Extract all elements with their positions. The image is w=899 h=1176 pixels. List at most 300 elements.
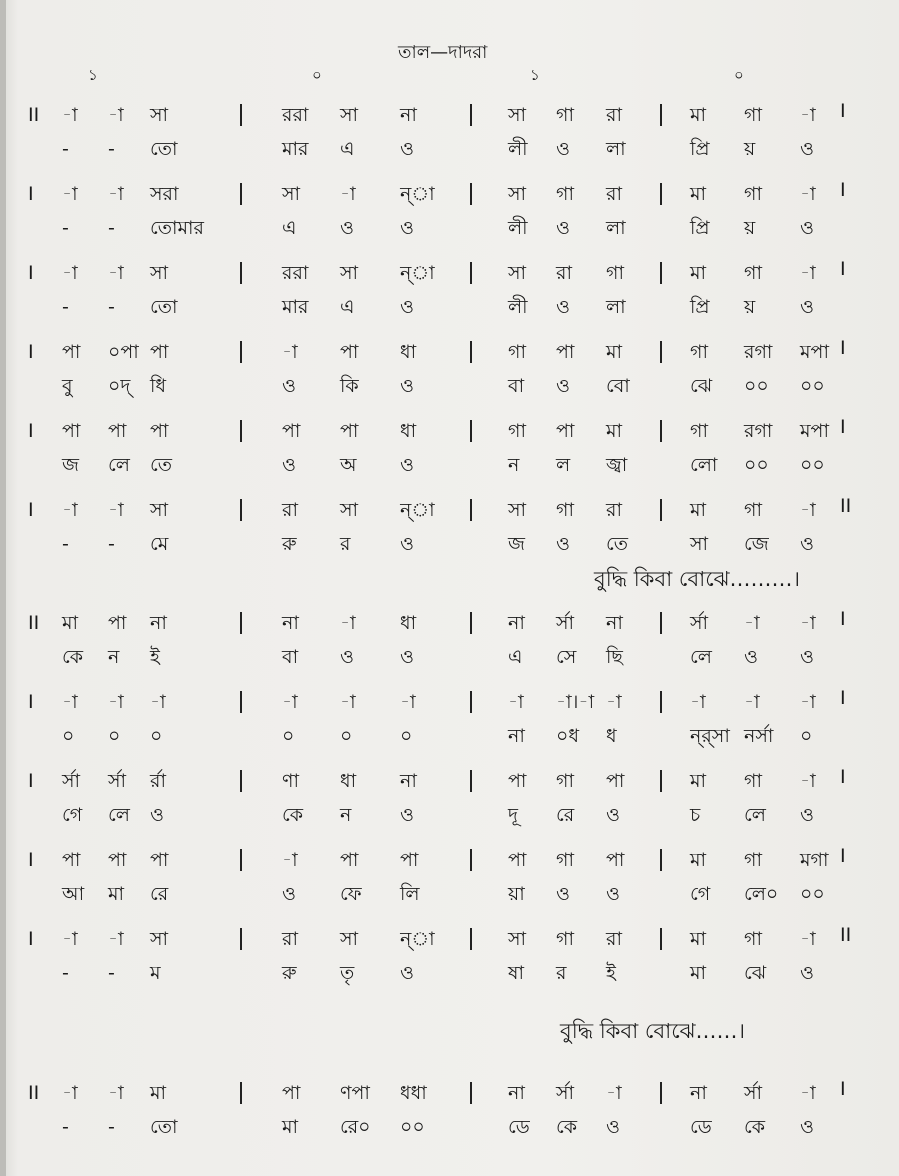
swara-note: পা — [150, 420, 169, 442]
swara-note: সা — [340, 499, 359, 521]
lyric-syllable: জ — [508, 533, 525, 555]
lyric-syllable: ০ — [400, 725, 413, 747]
swara-note: পা — [62, 420, 81, 442]
lyric-syllable: ফে — [340, 883, 362, 905]
swara-note: রা — [606, 928, 622, 950]
lyric-syllable: ও — [800, 138, 814, 160]
lyric-syllable: ও — [744, 646, 758, 668]
lyric-syllable: ঝে — [690, 375, 713, 397]
lyric-syllable: লা — [606, 138, 626, 160]
start-barline: I — [28, 770, 34, 792]
swara-note: -া — [800, 262, 816, 284]
swara-note: ররা — [282, 104, 309, 126]
lyric-syllable: - — [62, 296, 69, 318]
swara-note: র্সা — [108, 770, 127, 792]
swara-note: পা — [508, 770, 527, 792]
lyric-syllable: ও — [556, 375, 570, 397]
lyric-syllable: এ — [340, 138, 355, 160]
lyric-syllable: রে০ — [340, 1116, 371, 1138]
lyric-syllable: ও — [340, 217, 354, 239]
lyric-syllable: ও — [400, 375, 414, 397]
lyric-syllable: ও — [556, 883, 570, 905]
lyric-syllable: ও — [800, 962, 814, 984]
refrain-text: বুদ্ধি কিবা বোঝে……। — [560, 1019, 746, 1043]
beat-divider — [660, 1082, 662, 1104]
end-barline: I — [840, 337, 846, 359]
swara-note: -া — [800, 612, 816, 634]
lyric-syllable: - — [62, 217, 69, 239]
beat-divider — [660, 612, 662, 634]
swara-note: ণা — [282, 770, 299, 792]
lyric-syllable: তো — [150, 138, 178, 160]
page-edge-shadow — [0, 0, 6, 1176]
swara-note: গা — [556, 499, 574, 521]
swara-note: -া — [340, 612, 356, 634]
end-barline: I — [840, 1078, 846, 1100]
swara-note: মা — [690, 104, 707, 126]
lyric-syllable: ও — [800, 217, 814, 239]
lyric-syllable: - — [108, 533, 115, 555]
lyric-syllable: - — [62, 962, 69, 984]
swara-note: -া — [282, 691, 298, 713]
swara-note: পা — [62, 849, 81, 871]
lyric-syllable: ও — [800, 533, 814, 555]
swara-note: র্সা — [62, 770, 81, 792]
swara-note: মপা — [800, 420, 829, 442]
beat-divider — [240, 104, 242, 126]
lyric-syllable: ও — [400, 962, 414, 984]
swara-note: রা — [282, 499, 298, 521]
swara-note: সা — [508, 262, 527, 284]
lyric-syllable: ও — [400, 533, 414, 555]
beat-divider — [470, 104, 472, 126]
lyric-syllable: য়া — [508, 883, 525, 905]
start-barline: II — [28, 612, 40, 634]
swara-note: রা — [556, 262, 572, 284]
lyric-syllable: ই — [606, 962, 616, 984]
swara-note: সা — [150, 499, 169, 521]
end-barline: I — [840, 608, 846, 630]
lyric-syllable: লো — [690, 454, 718, 476]
swara-note: মা — [62, 612, 79, 634]
end-barline: II — [840, 495, 852, 517]
lyric-syllable: প্রি — [690, 217, 710, 239]
lyric-syllable: - — [108, 1116, 115, 1138]
beat-divider — [240, 849, 242, 871]
swara-note: গা — [556, 770, 574, 792]
swara-note: রা — [606, 499, 622, 521]
lyric-syllable: মা — [690, 962, 707, 984]
beat-marker-4: ০ — [734, 66, 744, 84]
swara-note: গা — [556, 183, 574, 205]
swara-note: ন্া — [400, 262, 435, 284]
lyric-syllable: র — [340, 533, 351, 555]
beat-divider — [240, 262, 242, 284]
swara-note: -া — [800, 691, 816, 713]
lyric-syllable: ধ — [606, 725, 617, 747]
swara-note: গা — [744, 770, 762, 792]
lyric-syllable: ও — [340, 646, 354, 668]
swara-note: র্সা — [556, 612, 575, 634]
beat-divider — [660, 420, 662, 442]
start-barline: I — [28, 849, 34, 871]
lyric-syllable: ও — [282, 375, 296, 397]
lyric-syllable: ০০ — [744, 375, 769, 397]
lyric-syllable: ০০ — [800, 375, 825, 397]
swara-note: ন্া — [400, 928, 435, 950]
end-barline: I — [840, 258, 846, 280]
swara-note: গা — [744, 262, 762, 284]
swara-note: সা — [340, 928, 359, 950]
swara-note: গা — [508, 341, 526, 363]
lyric-syllable: ও — [400, 804, 414, 826]
swara-note: ধা — [400, 341, 417, 363]
lyric-syllable: নর্সা — [744, 725, 774, 747]
lyric-syllable: তে — [150, 454, 172, 476]
swara-note: ন্া — [400, 499, 435, 521]
swara-note: পা — [340, 341, 359, 363]
lyric-syllable: ও — [800, 646, 814, 668]
swara-note: মা — [690, 262, 707, 284]
end-barline: II — [840, 924, 852, 946]
lyric-syllable: এ — [340, 296, 355, 318]
swara-note: মা — [150, 1082, 167, 1104]
swara-note: সা — [150, 104, 169, 126]
beat-divider — [240, 770, 242, 792]
lyric-syllable: তো — [150, 296, 178, 318]
swara-note: -া — [62, 104, 78, 126]
swara-note: মা — [690, 499, 707, 521]
lyric-syllable: প্রি — [690, 296, 710, 318]
lyric-syllable: বা — [508, 375, 525, 397]
lyric-syllable: লা — [606, 217, 626, 239]
lyric-syllable: বা — [282, 646, 299, 668]
swara-note: -া — [606, 691, 622, 713]
swara-note: সা — [508, 183, 527, 205]
lyric-syllable: ও — [400, 138, 414, 160]
swara-note: র্সা — [744, 1082, 763, 1104]
lyric-syllable: - — [108, 217, 115, 239]
lyric-syllable: - — [62, 533, 69, 555]
swara-note: মপা — [800, 341, 829, 363]
lyric-syllable: মার — [282, 296, 309, 318]
swara-note: গা — [744, 183, 762, 205]
swara-note: মা — [690, 928, 707, 950]
swara-note: ধধা — [400, 1082, 427, 1104]
swara-note: মগা — [800, 849, 829, 871]
lyric-syllable: জে — [744, 533, 769, 555]
lyric-syllable: রে — [556, 804, 575, 826]
beat-divider — [660, 262, 662, 284]
swara-note: ন্া — [400, 183, 435, 205]
lyric-syllable: ০ — [800, 725, 813, 747]
swara-note: রগা — [744, 420, 773, 442]
lyric-syllable: রে — [150, 883, 169, 905]
swara-note: পা — [150, 341, 169, 363]
lyric-syllable: তৃ — [340, 962, 355, 984]
swara-note: -া — [340, 691, 356, 713]
swara-note: -া — [108, 104, 124, 126]
swara-note: -া — [108, 1082, 124, 1104]
lyric-syllable: দূ — [508, 804, 518, 826]
swara-note: ধা — [340, 770, 357, 792]
lyric-syllable: গে — [62, 804, 83, 826]
beat-marker-3: ১ — [530, 66, 540, 84]
lyric-syllable: কি — [340, 375, 359, 397]
lyric-syllable: ০০ — [800, 454, 825, 476]
beat-divider — [240, 183, 242, 205]
beat-divider — [660, 183, 662, 205]
swara-note: পা — [340, 849, 359, 871]
beat-divider — [660, 691, 662, 713]
swara-note: মা — [606, 341, 623, 363]
swara-note: সা — [150, 262, 169, 284]
lyric-syllable: ও — [282, 454, 296, 476]
lyric-syllable: ডে — [690, 1116, 712, 1138]
tala-title: তাল—দাদরা — [398, 42, 488, 63]
swara-note: -া — [800, 104, 816, 126]
lyric-syllable: রু — [282, 533, 297, 555]
beat-divider — [470, 262, 472, 284]
lyric-syllable: লে — [108, 804, 130, 826]
lyric-syllable: ও — [282, 883, 296, 905]
lyric-syllable: সে — [556, 646, 577, 668]
lyric-syllable: ও — [400, 646, 414, 668]
swara-note: গা — [556, 104, 574, 126]
lyric-syllable: লী — [508, 138, 528, 160]
swara-note: পা — [400, 849, 419, 871]
lyric-syllable: প্রি — [690, 138, 710, 160]
lyric-syllable: লে — [744, 804, 766, 826]
lyric-syllable: ও — [606, 804, 620, 826]
lyric-syllable: জ — [62, 454, 79, 476]
swara-note: পা — [606, 849, 625, 871]
swara-note: পা — [556, 420, 575, 442]
lyric-syllable: - — [108, 138, 115, 160]
lyric-syllable: লী — [508, 217, 528, 239]
swara-note: গা — [556, 849, 574, 871]
swara-note: পা — [62, 341, 81, 363]
lyric-syllable: লে — [108, 454, 130, 476]
lyric-syllable: ই — [150, 646, 160, 668]
swara-note: গা — [690, 420, 708, 442]
lyric-syllable: কে — [282, 804, 304, 826]
swara-note: না — [690, 1082, 707, 1104]
swara-note: না — [508, 1082, 525, 1104]
swara-note: -া — [508, 691, 524, 713]
lyric-syllable: ছি — [606, 646, 623, 668]
lyric-syllable: ০ — [340, 725, 353, 747]
lyric-syllable: ০ — [62, 725, 75, 747]
beat-divider — [240, 691, 242, 713]
lyric-syllable: সা — [690, 533, 709, 555]
swara-note: -া — [744, 691, 760, 713]
lyric-syllable: ডে — [508, 1116, 530, 1138]
swara-note: পা — [108, 420, 127, 442]
swara-note: রা — [606, 183, 622, 205]
lyric-syllable: কে — [62, 646, 84, 668]
swara-note: পা — [108, 849, 127, 871]
beat-divider — [660, 499, 662, 521]
swara-note: গা — [606, 262, 624, 284]
beat-divider — [660, 341, 662, 363]
swara-note: পা — [556, 341, 575, 363]
lyric-syllable: ম — [150, 962, 161, 984]
lyric-syllable: লে — [690, 646, 712, 668]
lyric-syllable: র — [556, 962, 567, 984]
lyric-syllable: ও — [556, 217, 570, 239]
swara-note: পা — [606, 770, 625, 792]
swara-note: না — [606, 612, 623, 634]
beat-divider — [470, 849, 472, 871]
lyric-syllable: কে — [744, 1116, 766, 1138]
swara-note: মা — [690, 849, 707, 871]
beat-divider — [470, 1082, 472, 1104]
swara-note: -া — [606, 1082, 622, 1104]
lyric-syllable: কে — [556, 1116, 578, 1138]
beat-divider — [660, 104, 662, 126]
lyric-syllable: ও — [556, 533, 570, 555]
lyric-syllable: ন — [508, 454, 520, 476]
swara-note: -া — [62, 499, 78, 521]
end-barline: I — [840, 100, 846, 122]
swara-note: না — [400, 104, 417, 126]
lyric-syllable: ও — [400, 296, 414, 318]
swara-note: সরা — [150, 183, 179, 205]
lyric-syllable: তো — [150, 1116, 178, 1138]
swara-note: সা — [508, 104, 527, 126]
swara-note: র্সা — [556, 1082, 575, 1104]
swara-note: ০পা — [108, 341, 139, 363]
end-barline: I — [840, 179, 846, 201]
swara-note: সা — [150, 928, 169, 950]
swara-note: -া — [800, 183, 816, 205]
lyric-syllable: এ — [508, 646, 523, 668]
lyric-syllable: গে — [690, 883, 711, 905]
swara-note: গা — [744, 928, 762, 950]
lyric-syllable: জ্বা — [606, 454, 628, 476]
beat-divider — [470, 499, 472, 521]
beat-divider — [240, 612, 242, 634]
lyric-syllable: না — [508, 725, 525, 747]
swara-note: রা — [282, 928, 298, 950]
lyric-syllable: ০ — [150, 725, 163, 747]
swara-note: -া — [62, 691, 78, 713]
swara-note: -া — [690, 691, 706, 713]
swara-note: পা — [282, 1082, 301, 1104]
lyric-syllable: ন্র্সা — [690, 725, 730, 747]
beat-divider — [470, 341, 472, 363]
lyric-syllable: বু — [62, 375, 73, 397]
swara-note: গা — [744, 499, 762, 521]
swara-note: -া — [108, 691, 124, 713]
swara-note: না — [508, 612, 525, 634]
swara-note: -া — [62, 262, 78, 284]
end-barline: I — [840, 687, 846, 709]
end-barline: I — [840, 416, 846, 438]
swara-note: গা — [744, 104, 762, 126]
start-barline: I — [28, 262, 34, 284]
lyric-syllable: - — [62, 138, 69, 160]
beat-divider — [240, 1082, 242, 1104]
beat-divider — [660, 770, 662, 792]
swara-note: না — [150, 612, 167, 634]
swara-note: -া — [108, 928, 124, 950]
swara-note: পা — [108, 612, 127, 634]
swara-note: ররা — [282, 262, 309, 284]
swara-note: ণপা — [340, 1082, 370, 1104]
beat-divider — [470, 928, 472, 950]
lyric-syllable: মার — [282, 138, 309, 160]
lyric-syllable: ও — [556, 138, 570, 160]
lyric-syllable: ০ — [108, 725, 121, 747]
swara-note: গা — [690, 341, 708, 363]
beat-divider — [240, 341, 242, 363]
lyric-syllable: মা — [282, 1116, 299, 1138]
lyric-syllable: ষা — [508, 962, 524, 984]
beat-divider — [660, 928, 662, 950]
lyric-syllable: লা — [606, 296, 626, 318]
start-barline: I — [28, 183, 34, 205]
lyric-syllable: ল — [556, 454, 571, 476]
lyric-syllable: লে০ — [744, 883, 779, 905]
lyric-syllable: ও — [400, 454, 414, 476]
lyric-syllable: ও — [606, 883, 620, 905]
beat-divider — [240, 420, 242, 442]
lyric-syllable: মা — [108, 883, 125, 905]
lyric-syllable: ধি — [150, 375, 167, 397]
lyric-syllable: - — [62, 1116, 69, 1138]
lyric-syllable: ও — [606, 1116, 620, 1138]
swara-note: ধা — [400, 420, 417, 442]
swara-note: -া — [282, 849, 298, 871]
start-barline: II — [28, 104, 40, 126]
lyric-syllable: ন — [108, 646, 120, 668]
lyric-syllable: তে — [606, 533, 628, 555]
lyric-syllable: লি — [400, 883, 420, 905]
swara-note: না — [400, 770, 417, 792]
lyric-syllable: ০০ — [400, 1116, 425, 1138]
swara-note: সা — [508, 499, 527, 521]
swara-note: র্রা — [150, 770, 166, 792]
lyric-syllable: ঝে — [744, 962, 767, 984]
swara-note: পা — [340, 420, 359, 442]
swara-note: সা — [282, 183, 301, 205]
swara-note: মা — [606, 420, 623, 442]
lyric-syllable: ও — [800, 804, 814, 826]
beat-marker-1: ১ — [88, 66, 98, 84]
beat-divider — [240, 499, 242, 521]
swara-note: ধা — [400, 612, 417, 634]
start-barline: I — [28, 928, 34, 950]
swara-note: রা — [606, 104, 622, 126]
lyric-syllable: তোমার — [150, 217, 204, 239]
swara-note: মা — [690, 183, 707, 205]
lyric-syllable: ০০ — [744, 454, 769, 476]
lyric-syllable: ন — [340, 804, 352, 826]
swara-note: -া — [800, 928, 816, 950]
swara-note: -া — [62, 183, 78, 205]
beat-divider — [470, 612, 472, 634]
lyric-syllable: য় — [744, 138, 756, 160]
swara-note: -া — [108, 499, 124, 521]
swara-note: -া — [108, 262, 124, 284]
end-barline: I — [840, 845, 846, 867]
beat-divider — [470, 420, 472, 442]
start-barline: I — [28, 691, 34, 713]
swara-note: -া — [340, 183, 356, 205]
swara-note: -া — [800, 499, 816, 521]
